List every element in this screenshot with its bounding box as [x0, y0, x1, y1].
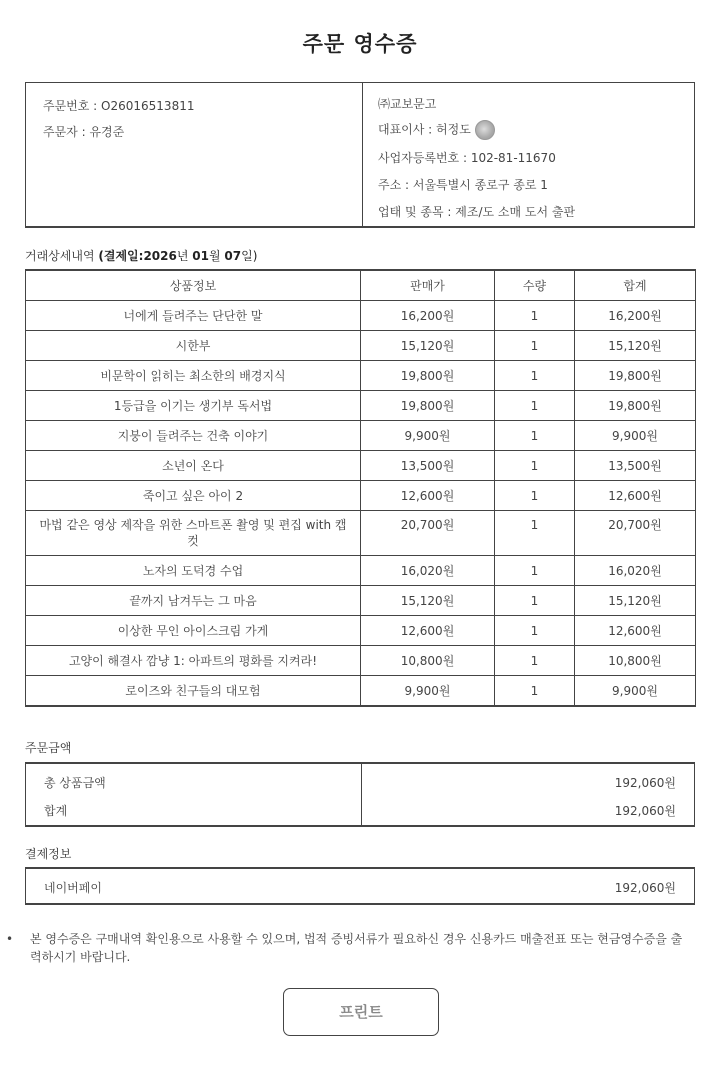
payment-info-box — [25, 867, 695, 905]
payment-method: 네이버페이 — [44, 881, 102, 895]
product-qty: 1 — [495, 676, 575, 707]
product-price: 9,900원 — [361, 421, 495, 451]
table-row — [26, 556, 696, 586]
product-total: 9,900원 — [575, 421, 696, 451]
print-button[interactable]: 프린트 — [283, 988, 439, 1036]
product-total: 19,800원 — [575, 361, 696, 391]
product-name: 노자의 도덕경 수업 — [26, 556, 361, 586]
product-total: 12,600원 — [575, 481, 696, 511]
product-qty: 1 — [495, 646, 575, 676]
header-total: 합계 — [575, 270, 696, 301]
product-qty: 1 — [495, 511, 575, 556]
product-name: 죽이고 싶은 아이 2 — [26, 481, 361, 511]
product-name: 비문학이 읽히는 최소한의 배경지식 — [26, 361, 361, 391]
company-ceo-text: 대표이사 : 허정도 — [378, 122, 471, 137]
amount-heading: 주문금액 — [25, 741, 72, 755]
company-name: ㈜교보문고 — [378, 97, 437, 111]
product-total: 19,800원 — [575, 391, 696, 421]
header-qty: 수량 — [495, 270, 575, 301]
details-heading-text: 거래상세내역 — [25, 249, 95, 263]
receipt-note-text: 본 영수증은 구매내역 확인용으로 사용할 수 있으며, 법적 증빙서류가 필요하신 경우 신용카드 매출전표 또는 현금영수증을 출력하시기 바랍니다. — [30, 932, 683, 964]
product-name: 지붕이 들려주는 건축 이야기 — [26, 421, 361, 451]
table-row — [26, 391, 696, 421]
subtotal-label: 총 상품금액 — [44, 776, 106, 790]
order-items-table — [25, 269, 696, 707]
orderer-name: 주문자 : 유경준 — [43, 125, 125, 139]
product-price: 19,800원 — [361, 391, 495, 421]
product-price: 13,500원 — [361, 451, 495, 481]
total-label: 합계 — [44, 804, 68, 818]
product-name: 로이즈와 친구들의 대모험 — [26, 676, 361, 707]
product-total: 15,120원 — [575, 331, 696, 361]
company-reg-no: 사업자등록번호 : 102-81-11670 — [378, 151, 556, 165]
company-info — [363, 83, 694, 226]
table-row — [26, 331, 696, 361]
table-row — [26, 481, 696, 511]
amount-divider — [361, 764, 362, 825]
table-row — [26, 616, 696, 646]
product-price: 20,700원 — [361, 511, 495, 556]
payment-value: 192,060원 — [614, 881, 676, 895]
company-seal-icon — [475, 120, 495, 140]
product-name: 이상한 무인 아이스크림 가게 — [26, 616, 361, 646]
details-heading — [25, 247, 257, 264]
product-total: 9,900원 — [575, 676, 696, 707]
product-total: 12,600원 — [575, 616, 696, 646]
table-row — [26, 421, 696, 451]
product-name: 1등급을 이기는 생기부 독서법 — [26, 391, 361, 421]
product-name: 소년이 온다 — [26, 451, 361, 481]
product-qty: 1 — [495, 421, 575, 451]
table-row — [26, 361, 696, 391]
product-qty: 1 — [495, 556, 575, 586]
payment-date: (결제일:2026년 01월 07일) — [98, 249, 258, 263]
product-total: 16,020원 — [575, 556, 696, 586]
table-row — [26, 676, 696, 707]
product-qty: 1 — [495, 391, 575, 421]
product-total: 16,200원 — [575, 301, 696, 331]
company-business: 업태 및 종목 : 제조/도 소매 도서 출판 — [378, 205, 576, 219]
order-info-box — [25, 82, 695, 228]
product-price: 12,600원 — [361, 481, 495, 511]
subtotal-value: 192,060원 — [614, 776, 676, 790]
table-row — [26, 301, 696, 331]
receipt-note — [6, 930, 690, 966]
product-total: 10,800원 — [575, 646, 696, 676]
table-row — [26, 511, 696, 556]
product-qty: 1 — [495, 301, 575, 331]
header-product: 상품정보 — [26, 270, 361, 301]
total-value: 192,060원 — [614, 804, 676, 818]
table-row — [26, 646, 696, 676]
product-qty: 1 — [495, 361, 575, 391]
product-qty: 1 — [495, 331, 575, 361]
product-price: 10,800원 — [361, 646, 495, 676]
order-number: 주문번호 : O26016513811 — [43, 99, 195, 113]
product-name: 시한부 — [26, 331, 361, 361]
table-row — [26, 451, 696, 481]
product-price: 9,900원 — [361, 676, 495, 707]
product-name: 마법 같은 영상 제작을 위한 스마트폰 촬영 및 편집 with 캡컷 — [26, 511, 361, 556]
product-name: 고양이 해결사 깜냥 1: 아파트의 평화를 지켜라! — [26, 646, 361, 676]
product-price: 19,800원 — [361, 361, 495, 391]
receipt-title: 주문 영수증 — [302, 32, 418, 56]
product-price: 16,200원 — [361, 301, 495, 331]
payment-heading: 결제정보 — [25, 847, 72, 861]
header-price: 판매가 — [361, 270, 495, 301]
product-qty: 1 — [495, 586, 575, 616]
order-amount-box — [25, 762, 695, 827]
table-row — [26, 586, 696, 616]
product-total: 20,700원 — [575, 511, 696, 556]
table-header-row — [26, 270, 696, 301]
product-qty: 1 — [495, 481, 575, 511]
product-total: 15,120원 — [575, 586, 696, 616]
product-price: 15,120원 — [361, 586, 495, 616]
product-name: 너에게 들려주는 단단한 말 — [26, 301, 361, 331]
company-ceo — [378, 120, 495, 140]
order-info — [26, 83, 363, 226]
product-price: 16,020원 — [361, 556, 495, 586]
bullet-icon: • — [6, 932, 14, 946]
product-price: 12,600원 — [361, 616, 495, 646]
company-address: 주소 : 서울특별시 종로구 종로 1 — [378, 178, 548, 192]
product-total: 13,500원 — [575, 451, 696, 481]
product-name: 끝까지 남겨두는 그 마음 — [26, 586, 361, 616]
product-qty: 1 — [495, 451, 575, 481]
product-price: 15,120원 — [361, 331, 495, 361]
product-qty: 1 — [495, 616, 575, 646]
